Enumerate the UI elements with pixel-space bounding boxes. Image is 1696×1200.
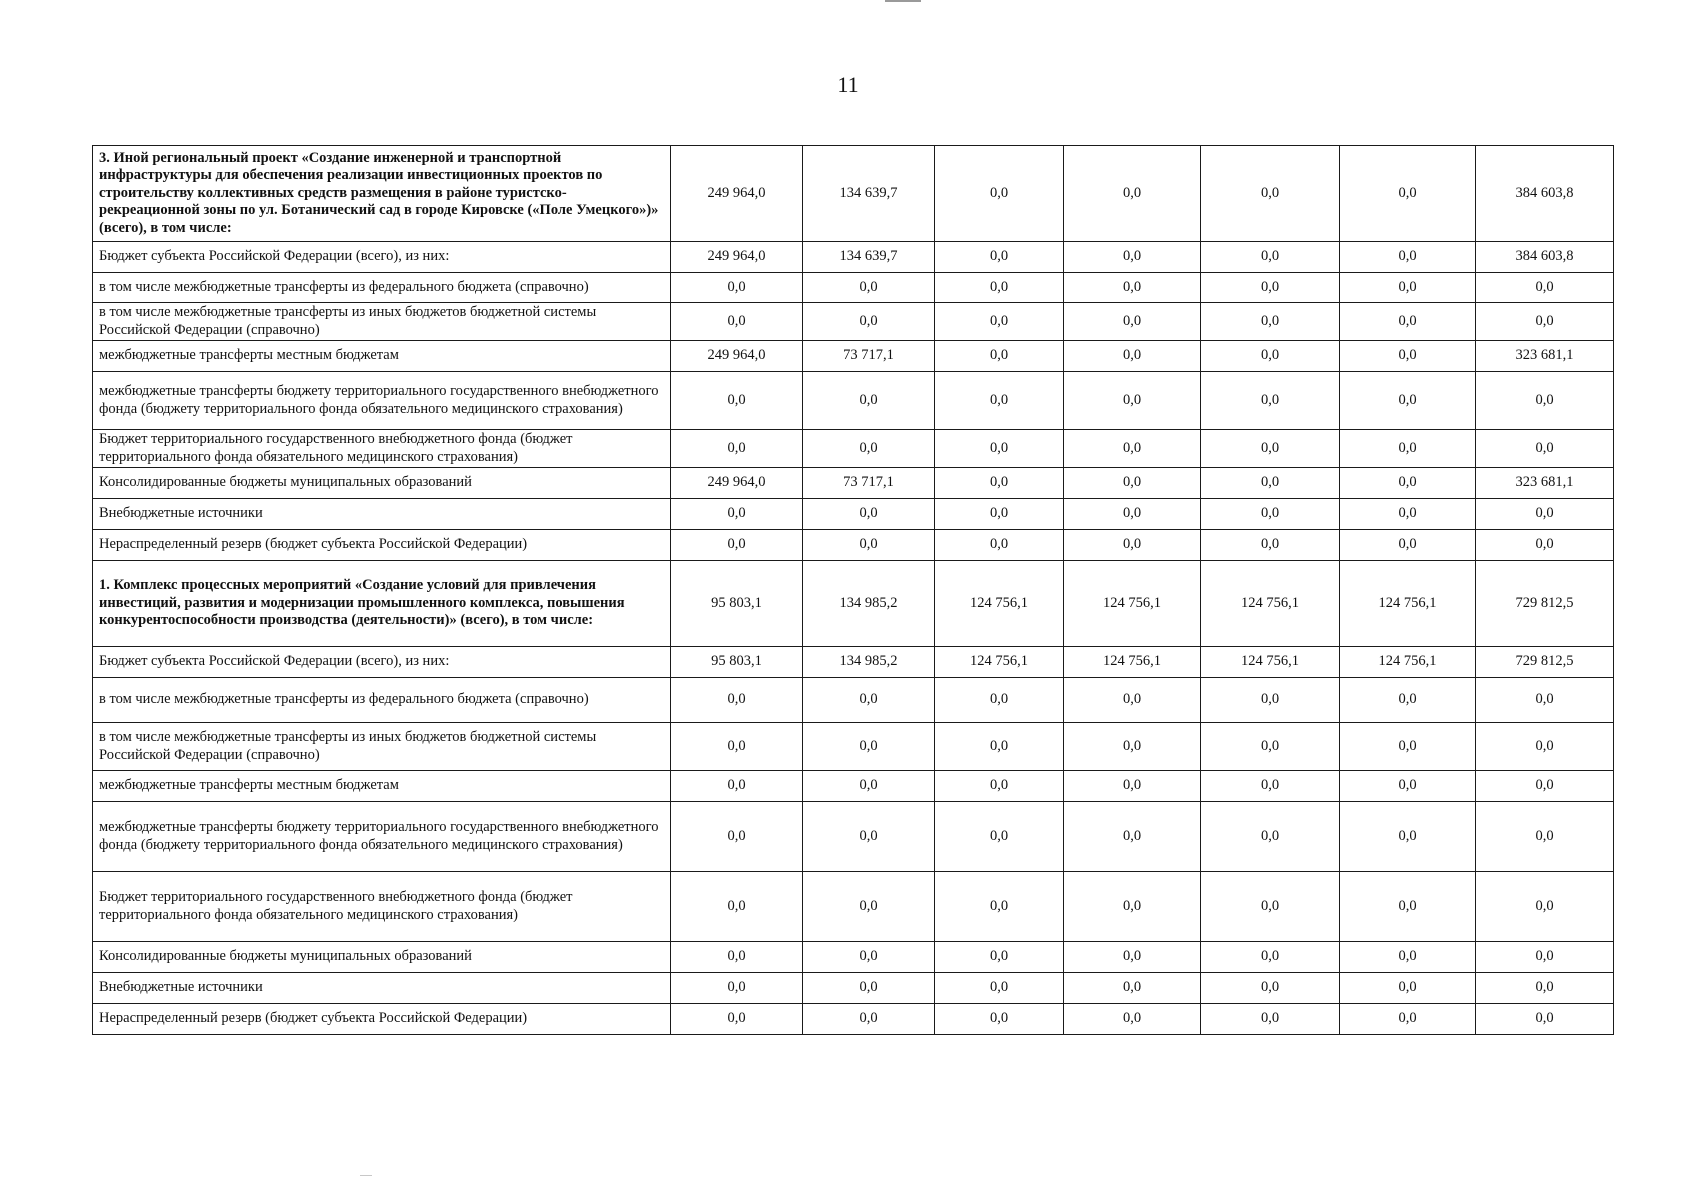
value-cell: 0,0 bbox=[935, 973, 1064, 1004]
value-cell: 0,0 bbox=[1340, 771, 1476, 802]
value-cell: 0,0 bbox=[1201, 273, 1340, 303]
table-row bbox=[93, 872, 1614, 942]
value-cell: 0,0 bbox=[1340, 430, 1476, 468]
table-row bbox=[93, 468, 1614, 499]
value-cell: 0,0 bbox=[671, 942, 803, 973]
value-cell: 0,0 bbox=[1340, 530, 1476, 561]
row-label: 1. Комплекс процессных мероприятий «Создание условий для привлечения инвестиций, развития и модернизации промышленного комплекса, повышения конкурентоспособности производства (деятельности)» (всего), в том числе: bbox=[93, 561, 671, 647]
value-cell: 0,0 bbox=[935, 802, 1064, 872]
table-row bbox=[93, 341, 1614, 372]
value-cell: 0,0 bbox=[935, 468, 1064, 499]
value-cell: 0,0 bbox=[1064, 341, 1201, 372]
value-cell: 0,0 bbox=[1064, 872, 1201, 942]
value-cell: 249 964,0 bbox=[671, 468, 803, 499]
value-cell: 134 639,7 bbox=[803, 242, 935, 273]
value-cell: 0,0 bbox=[1201, 530, 1340, 561]
value-cell: 73 717,1 bbox=[803, 341, 935, 372]
table-row bbox=[93, 273, 1614, 303]
table-row bbox=[93, 1004, 1614, 1035]
value-cell: 0,0 bbox=[935, 372, 1064, 430]
value-cell: 0,0 bbox=[1201, 372, 1340, 430]
value-cell: 0,0 bbox=[1201, 723, 1340, 771]
value-cell: 0,0 bbox=[671, 771, 803, 802]
value-cell: 249 964,0 bbox=[671, 146, 803, 242]
value-cell: 0,0 bbox=[671, 872, 803, 942]
row-label: Нераспределенный резерв (бюджет субъекта Российской Федерации) bbox=[93, 1004, 671, 1035]
value-cell: 0,0 bbox=[1201, 872, 1340, 942]
page-number: 11 bbox=[837, 72, 859, 97]
value-cell: 0,0 bbox=[935, 942, 1064, 973]
value-cell: 323 681,1 bbox=[1476, 468, 1614, 499]
value-cell: 0,0 bbox=[1476, 372, 1614, 430]
value-cell: 124 756,1 bbox=[935, 561, 1064, 647]
value-cell: 0,0 bbox=[1476, 530, 1614, 561]
value-cell: 0,0 bbox=[1340, 499, 1476, 530]
value-cell: 0,0 bbox=[803, 303, 935, 341]
value-cell: 0,0 bbox=[935, 678, 1064, 723]
scan-mark-bottom bbox=[360, 1175, 372, 1176]
value-cell: 0,0 bbox=[1064, 303, 1201, 341]
value-cell: 134 985,2 bbox=[803, 561, 935, 647]
value-cell: 0,0 bbox=[803, 942, 935, 973]
value-cell: 0,0 bbox=[803, 499, 935, 530]
value-cell: 0,0 bbox=[1476, 973, 1614, 1004]
value-cell: 0,0 bbox=[1201, 1004, 1340, 1035]
value-cell: 0,0 bbox=[671, 430, 803, 468]
row-label: Консолидированные бюджеты муниципальных образований bbox=[93, 942, 671, 973]
value-cell: 0,0 bbox=[1201, 771, 1340, 802]
value-cell: 0,0 bbox=[1201, 242, 1340, 273]
row-label: в том числе межбюджетные трансферты из федерального бюджета (справочно) bbox=[93, 678, 671, 723]
value-cell: 0,0 bbox=[803, 802, 935, 872]
value-cell: 0,0 bbox=[1476, 802, 1614, 872]
table-row bbox=[93, 372, 1614, 430]
value-cell: 0,0 bbox=[1064, 468, 1201, 499]
value-cell: 0,0 bbox=[1340, 723, 1476, 771]
value-cell: 0,0 bbox=[935, 341, 1064, 372]
value-cell: 0,0 bbox=[671, 723, 803, 771]
value-cell: 0,0 bbox=[1064, 973, 1201, 1004]
value-cell: 0,0 bbox=[803, 1004, 935, 1035]
value-cell: 0,0 bbox=[1476, 303, 1614, 341]
value-cell: 0,0 bbox=[1340, 303, 1476, 341]
value-cell: 0,0 bbox=[1340, 468, 1476, 499]
value-cell: 0,0 bbox=[1201, 499, 1340, 530]
table-row bbox=[93, 942, 1614, 973]
value-cell: 0,0 bbox=[935, 499, 1064, 530]
value-cell: 0,0 bbox=[1064, 430, 1201, 468]
value-cell: 0,0 bbox=[1201, 942, 1340, 973]
value-cell: 249 964,0 bbox=[671, 341, 803, 372]
table-row bbox=[93, 499, 1614, 530]
value-cell: 0,0 bbox=[1201, 146, 1340, 242]
value-cell: 0,0 bbox=[671, 303, 803, 341]
value-cell: 0,0 bbox=[1476, 678, 1614, 723]
value-cell: 0,0 bbox=[803, 678, 935, 723]
value-cell: 73 717,1 bbox=[803, 468, 935, 499]
value-cell: 0,0 bbox=[671, 499, 803, 530]
value-cell: 0,0 bbox=[803, 430, 935, 468]
value-cell: 0,0 bbox=[1340, 872, 1476, 942]
value-cell: 95 803,1 bbox=[671, 647, 803, 678]
value-cell: 0,0 bbox=[1476, 872, 1614, 942]
table-row bbox=[93, 802, 1614, 872]
value-cell: 0,0 bbox=[803, 372, 935, 430]
row-label: межбюджетные трансферты местным бюджетам bbox=[93, 771, 671, 802]
value-cell: 124 756,1 bbox=[1064, 647, 1201, 678]
section-header-row bbox=[93, 146, 1614, 242]
value-cell: 0,0 bbox=[1064, 530, 1201, 561]
value-cell: 0,0 bbox=[1340, 942, 1476, 973]
value-cell: 0,0 bbox=[935, 1004, 1064, 1035]
scan-mark-top bbox=[885, 0, 921, 2]
value-cell: 0,0 bbox=[1476, 942, 1614, 973]
value-cell: 0,0 bbox=[1476, 430, 1614, 468]
value-cell: 0,0 bbox=[671, 973, 803, 1004]
budget-table-body bbox=[93, 146, 1614, 1035]
value-cell: 0,0 bbox=[1340, 146, 1476, 242]
value-cell: 0,0 bbox=[1201, 973, 1340, 1004]
row-label: Бюджет территориального государственного внебюджетного фонда (бюджет территориального фонда обязательного медицинского страхования) bbox=[93, 430, 671, 468]
value-cell: 0,0 bbox=[935, 273, 1064, 303]
row-label: Консолидированные бюджеты муниципальных образований bbox=[93, 468, 671, 499]
value-cell: 0,0 bbox=[1340, 341, 1476, 372]
row-label: Внебюджетные источники bbox=[93, 973, 671, 1004]
value-cell: 0,0 bbox=[1476, 771, 1614, 802]
value-cell: 0,0 bbox=[1340, 802, 1476, 872]
value-cell: 134 985,2 bbox=[803, 647, 935, 678]
table-row bbox=[93, 530, 1614, 561]
value-cell: 0,0 bbox=[935, 872, 1064, 942]
row-label: Бюджет субъекта Российской Федерации (всего), из них: bbox=[93, 647, 671, 678]
value-cell: 249 964,0 bbox=[671, 242, 803, 273]
row-label: Бюджет территориального государственного внебюджетного фонда (бюджет территориального фонда обязательного медицинского страхования) bbox=[93, 872, 671, 942]
value-cell: 0,0 bbox=[671, 530, 803, 561]
value-cell: 0,0 bbox=[803, 530, 935, 561]
value-cell: 0,0 bbox=[1064, 273, 1201, 303]
value-cell: 0,0 bbox=[1476, 499, 1614, 530]
section-header-row bbox=[93, 561, 1614, 647]
value-cell: 0,0 bbox=[935, 146, 1064, 242]
value-cell: 0,0 bbox=[1201, 303, 1340, 341]
value-cell: 0,0 bbox=[935, 530, 1064, 561]
value-cell: 0,0 bbox=[1340, 372, 1476, 430]
value-cell: 0,0 bbox=[935, 303, 1064, 341]
value-cell: 0,0 bbox=[1201, 341, 1340, 372]
value-cell: 0,0 bbox=[1201, 430, 1340, 468]
row-label: в том числе межбюджетные трансферты из федерального бюджета (справочно) bbox=[93, 273, 671, 303]
row-label: межбюджетные трансферты местным бюджетам bbox=[93, 341, 671, 372]
value-cell: 0,0 bbox=[803, 872, 935, 942]
value-cell: 0,0 bbox=[1201, 678, 1340, 723]
value-cell: 124 756,1 bbox=[1201, 647, 1340, 678]
row-label: межбюджетные трансферты бюджету территориального государственного внебюджетного фонда (бюджету территориального фонда обязательного медицинского страхования) bbox=[93, 372, 671, 430]
value-cell: 0,0 bbox=[671, 678, 803, 723]
budget-table bbox=[92, 145, 1614, 1035]
value-cell: 0,0 bbox=[671, 802, 803, 872]
value-cell: 0,0 bbox=[1476, 1004, 1614, 1035]
value-cell: 0,0 bbox=[803, 973, 935, 1004]
value-cell: 0,0 bbox=[1340, 1004, 1476, 1035]
value-cell: 124 756,1 bbox=[1340, 647, 1476, 678]
value-cell: 0,0 bbox=[1064, 499, 1201, 530]
row-label: межбюджетные трансферты бюджету территориального государственного внебюджетного фонда (бюджету территориального фонда обязательного медицинского страхования) bbox=[93, 802, 671, 872]
table-row bbox=[93, 242, 1614, 273]
value-cell: 0,0 bbox=[1064, 942, 1201, 973]
value-cell: 0,0 bbox=[1064, 802, 1201, 872]
value-cell: 323 681,1 bbox=[1476, 341, 1614, 372]
value-cell: 0,0 bbox=[1064, 372, 1201, 430]
value-cell: 729 812,5 bbox=[1476, 561, 1614, 647]
value-cell: 729 812,5 bbox=[1476, 647, 1614, 678]
value-cell: 0,0 bbox=[803, 771, 935, 802]
value-cell: 384 603,8 bbox=[1476, 242, 1614, 273]
table-row bbox=[93, 723, 1614, 771]
value-cell: 124 756,1 bbox=[935, 647, 1064, 678]
table-row bbox=[93, 430, 1614, 468]
value-cell: 0,0 bbox=[671, 1004, 803, 1035]
value-cell: 95 803,1 bbox=[671, 561, 803, 647]
value-cell: 124 756,1 bbox=[1201, 561, 1340, 647]
value-cell: 0,0 bbox=[935, 723, 1064, 771]
value-cell: 0,0 bbox=[1064, 1004, 1201, 1035]
table-row bbox=[93, 678, 1614, 723]
value-cell: 0,0 bbox=[671, 372, 803, 430]
value-cell: 0,0 bbox=[1064, 242, 1201, 273]
value-cell: 124 756,1 bbox=[1340, 561, 1476, 647]
value-cell: 0,0 bbox=[1064, 678, 1201, 723]
table-row bbox=[93, 973, 1614, 1004]
value-cell: 0,0 bbox=[1201, 802, 1340, 872]
row-label: 3. Иной региональный проект «Создание инженерной и транспортной инфраструктуры для обеспечения реализации инвестиционных проектов по строительству коллективных средств размещения в районе туристско-рекреационной зоны по ул. Ботанический сад в городе Кировске («Поле Умецкого»)» (всего), в том числе: bbox=[93, 146, 671, 242]
row-label: Внебюджетные источники bbox=[93, 499, 671, 530]
table-row bbox=[93, 771, 1614, 802]
table-row bbox=[93, 303, 1614, 341]
value-cell: 0,0 bbox=[1340, 973, 1476, 1004]
value-cell: 0,0 bbox=[671, 273, 803, 303]
value-cell: 0,0 bbox=[1340, 678, 1476, 723]
value-cell: 124 756,1 bbox=[1064, 561, 1201, 647]
value-cell: 0,0 bbox=[1476, 723, 1614, 771]
row-label: в том числе межбюджетные трансферты из иных бюджетов бюджетной системы Российской Федерации (справочно) bbox=[93, 723, 671, 771]
value-cell: 0,0 bbox=[935, 771, 1064, 802]
value-cell: 0,0 bbox=[803, 723, 935, 771]
row-label: в том числе межбюджетные трансферты из иных бюджетов бюджетной системы Российской Федерации (справочно) bbox=[93, 303, 671, 341]
row-label: Бюджет субъекта Российской Федерации (всего), из них: bbox=[93, 242, 671, 273]
value-cell: 0,0 bbox=[1064, 771, 1201, 802]
value-cell: 0,0 bbox=[1340, 242, 1476, 273]
value-cell: 0,0 bbox=[1476, 273, 1614, 303]
value-cell: 0,0 bbox=[1064, 146, 1201, 242]
value-cell: 0,0 bbox=[1201, 468, 1340, 499]
row-label: Нераспределенный резерв (бюджет субъекта Российской Федерации) bbox=[93, 530, 671, 561]
value-cell: 134 639,7 bbox=[803, 146, 935, 242]
table-row bbox=[93, 647, 1614, 678]
value-cell: 0,0 bbox=[1340, 273, 1476, 303]
value-cell: 0,0 bbox=[803, 273, 935, 303]
value-cell: 384 603,8 bbox=[1476, 146, 1614, 242]
value-cell: 0,0 bbox=[935, 430, 1064, 468]
value-cell: 0,0 bbox=[1064, 723, 1201, 771]
value-cell: 0,0 bbox=[935, 242, 1064, 273]
